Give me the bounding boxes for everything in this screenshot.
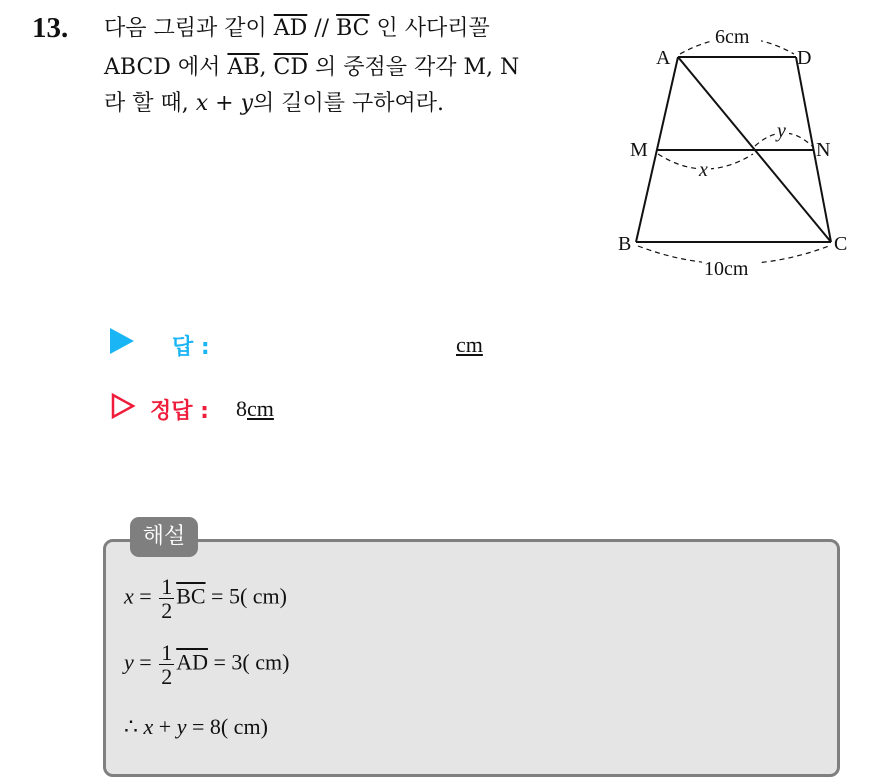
equals-sign: = [133,649,158,675]
question-line-1 [104,18,490,40]
comma: , [259,55,274,80]
equals-sign: = [133,583,158,609]
var-y: y [176,714,187,739]
denominator: 2 [161,664,173,690]
label-top-length: 6cm [715,26,750,48]
label-c: C [834,233,848,255]
label-d: D [797,47,812,69]
outline-triangle-icon [110,392,136,420]
correct-value [236,396,274,422]
var-x: x [195,91,209,116]
numerator: 1 [161,574,173,599]
correct-label: 정답 : [150,399,209,424]
fraction-half [159,641,174,688]
therefore-symbol: ∴ [124,714,144,739]
question-text: 인 사다리꼴 [369,16,490,41]
numerator: 1 [161,640,173,665]
question-number: 13. [32,12,69,44]
answer-row [110,328,483,360]
segment-bc: $\overline{BC}$ [336,16,370,41]
var-x: x [143,714,154,739]
explanation-line-1 [124,575,287,622]
label-a: A [656,47,671,69]
equation-rest: = 5( cm) [205,583,287,609]
label-b: B [618,233,632,255]
question-text: ABCD 에서 [104,55,228,80]
question-text: 의 중점을 각각 M, N [307,55,520,80]
play-triangle-icon [110,328,134,354]
question-line-3 [104,93,444,115]
explanation-line-3 [124,714,268,740]
fraction-half [159,575,174,622]
var-y: y [240,91,254,116]
explanation-line-2 [124,641,289,688]
parallel-symbol: // [307,16,337,41]
question-line-2 [104,57,519,79]
label-n: N [816,139,831,161]
question-text: 의 길이를 구하여라. [253,91,445,116]
segment-ad: $\overline{AD}$ [176,649,208,675]
answer-label: 답 : [172,335,210,360]
label-y: y [777,120,786,142]
explanation-tag: 해설 [130,517,198,557]
correct-number: 8 [236,396,247,421]
var-y: y [124,649,134,675]
answer-unit[interactable]: cm [456,332,483,357]
segment-bc: $\overline{BC}$ [176,583,206,609]
segment-cd: $\overline{CD}$ [273,55,308,80]
equation-rest: = 3( cm) [207,649,290,675]
segment-ab: $\overline{AB}$ [227,55,260,80]
equation-rest: = 8( cm) [186,714,268,739]
segment-ad: $\overline{AD}$ [273,16,308,41]
plus-sign: + [208,91,241,116]
label-x: x [699,159,708,181]
plus-sign: + [153,714,177,739]
label-bottom-length: 10cm [704,258,749,280]
label-m: M [630,139,648,161]
correct-unit: cm [247,396,274,421]
question-text: 라 할 때, [104,91,196,116]
var-x: x [124,583,134,609]
denominator: 2 [161,598,173,624]
trapezoid-figure [600,14,860,284]
question-text: 다음 그림과 같이 [104,16,274,41]
